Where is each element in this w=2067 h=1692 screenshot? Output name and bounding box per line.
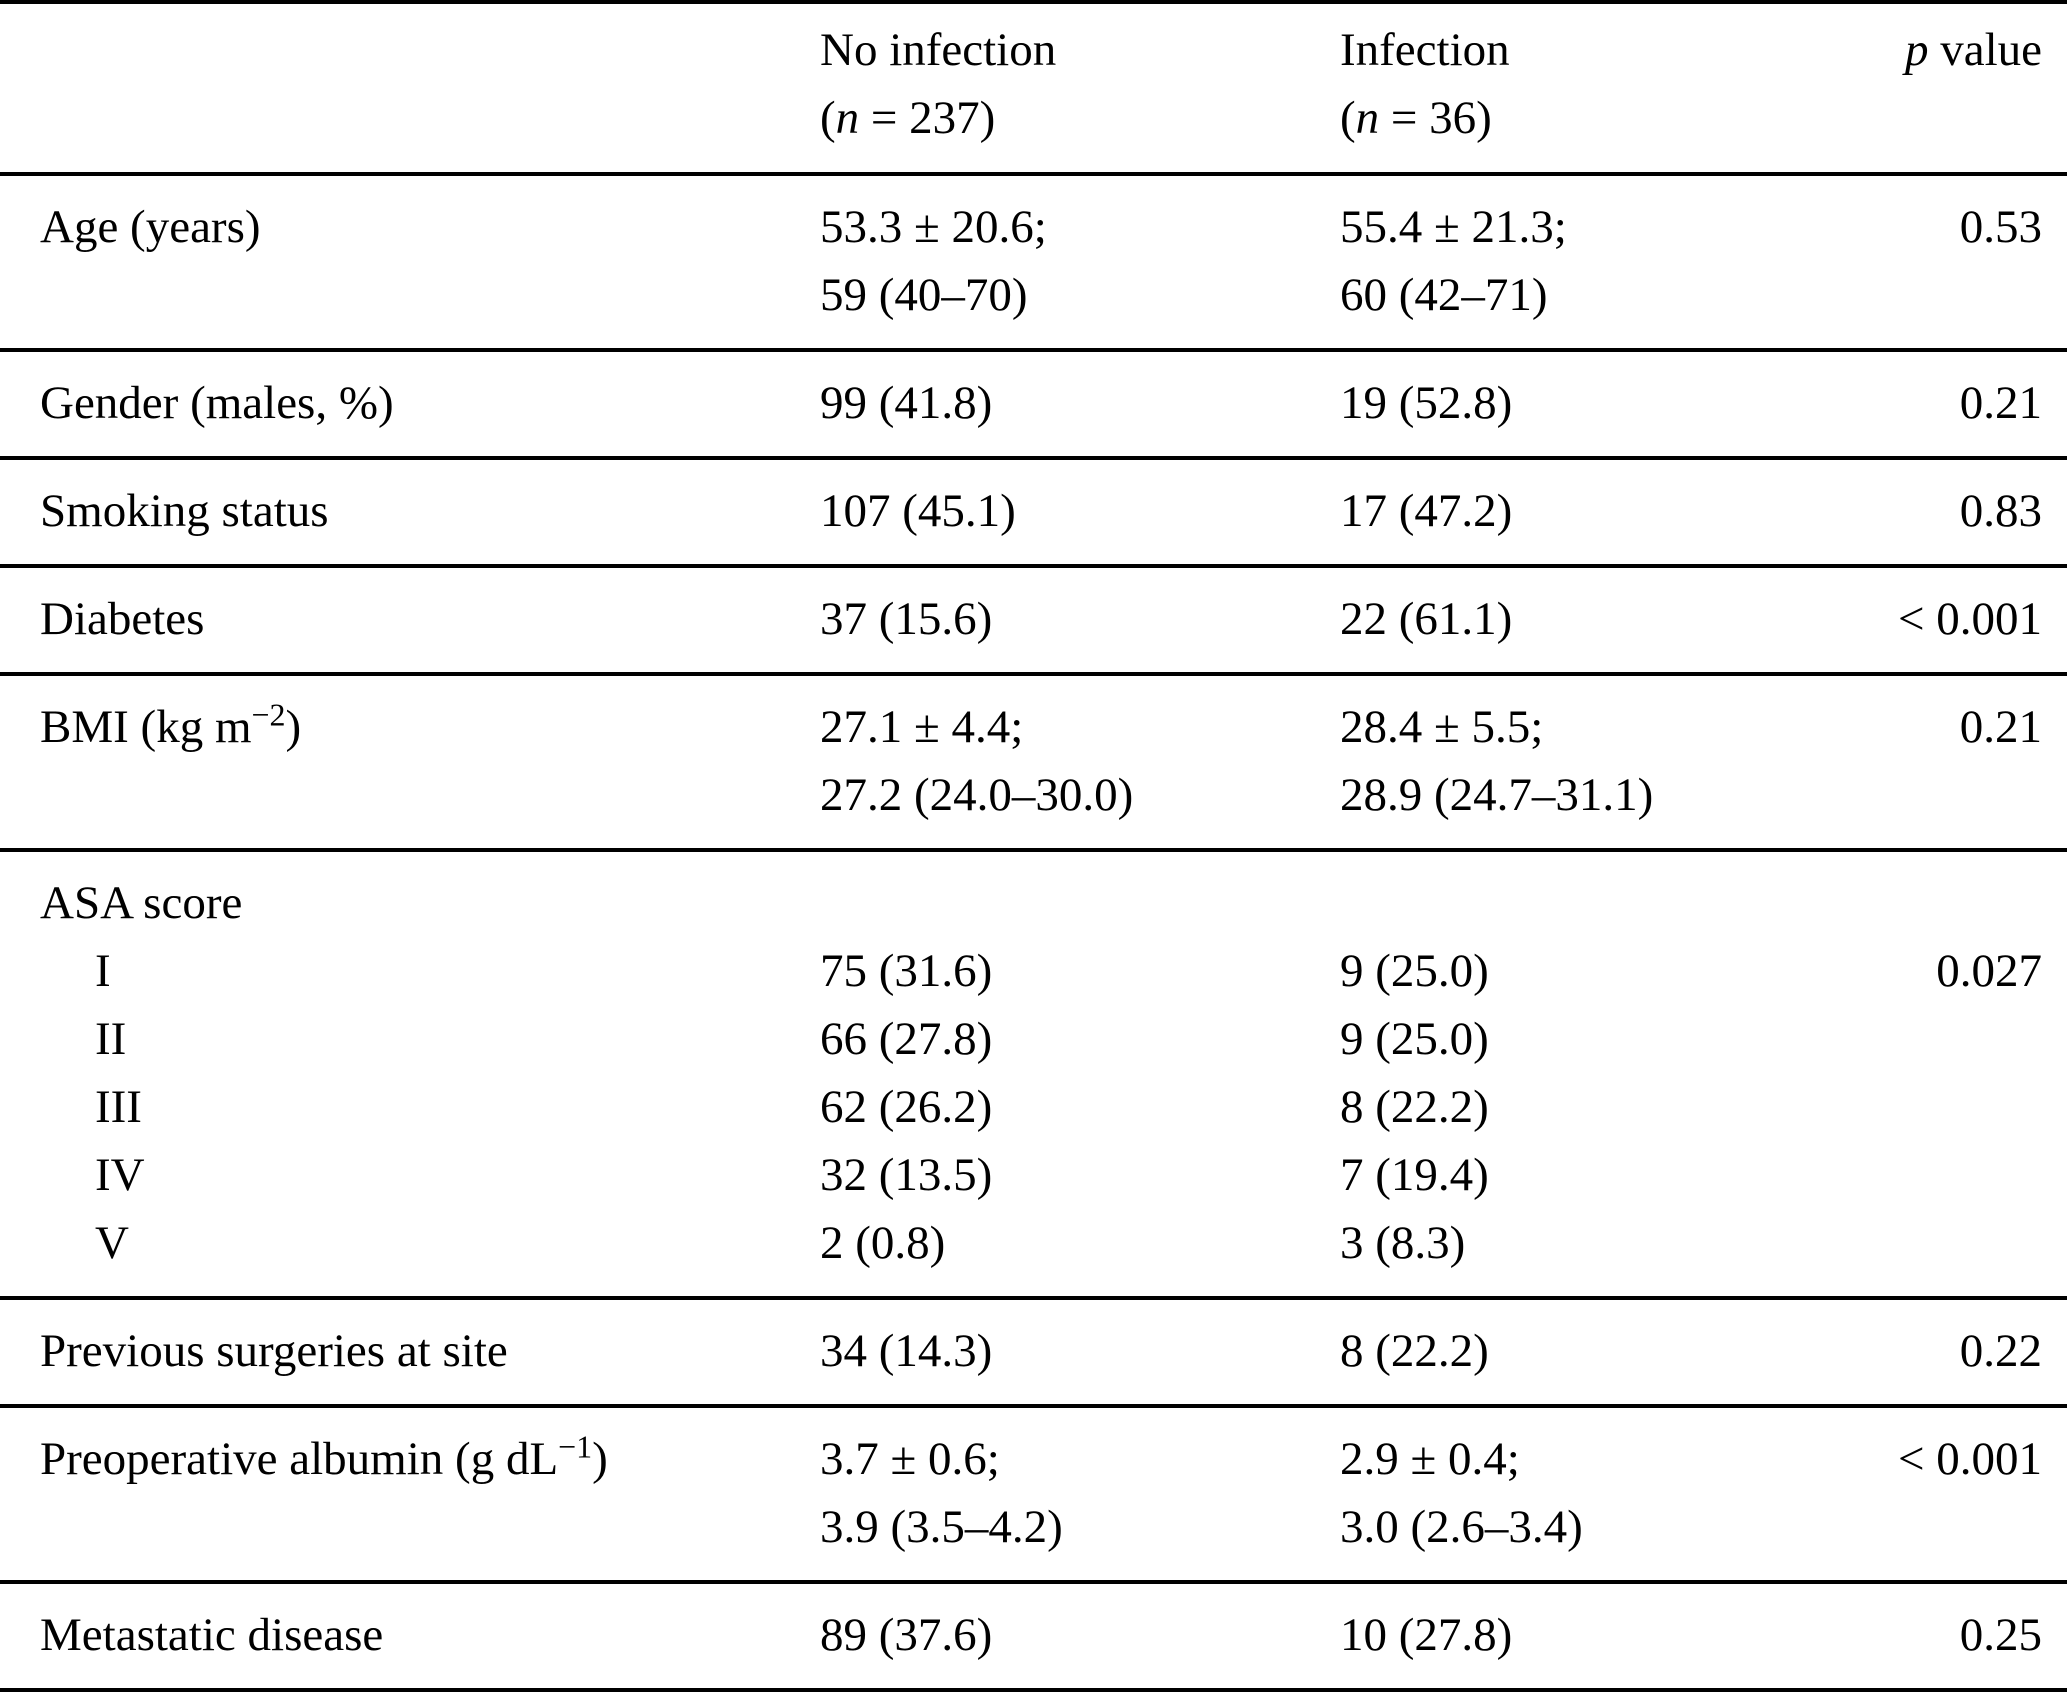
p-value: 0.53 (1959, 201, 2042, 253)
cell-p-value (1826, 674, 2067, 850)
row-label (0, 458, 820, 566)
cell-line: 53.3 ± 20.6; (820, 201, 1047, 253)
cell-infection (1340, 1298, 1826, 1406)
paren: ( (820, 92, 836, 144)
cell-line: 9 (25.0) (1340, 1013, 1489, 1065)
cell-infection (1340, 458, 1826, 566)
label-text: Preoperative albumin (g dL (40, 1433, 559, 1485)
cell-line: 2.9 ± 0.4; (1340, 1433, 1520, 1485)
cell-line: 9 (25.0) (1340, 945, 1489, 997)
cell-p-value (1826, 1073, 2067, 1141)
subrow-label (0, 937, 820, 1005)
header-row (0, 2, 2067, 174)
cell-line: 37 (15.6) (820, 593, 993, 645)
cell-p-value (1826, 174, 2067, 350)
label-text: ) (592, 1433, 608, 1485)
cell-line: 3.9 (3.5–4.2) (820, 1501, 1063, 1553)
cell-line: 75 (31.6) (820, 945, 993, 997)
cell-infection (1340, 174, 1826, 350)
table-row (0, 850, 2067, 937)
cell-no-infection (820, 350, 1340, 458)
label-text: II (95, 1013, 127, 1065)
table-row (0, 566, 2067, 674)
cell-infection (1340, 1141, 1826, 1209)
table-subrow (0, 1005, 2067, 1073)
subrow-label (0, 1073, 820, 1141)
table-row (0, 1582, 2067, 1690)
cell-line: 7 (19.4) (1340, 1149, 1489, 1201)
column-n-count (1340, 92, 1492, 144)
cell-line: 66 (27.8) (820, 1013, 993, 1065)
p-value: 0.21 (1959, 701, 2042, 753)
cell-line: 3.7 ± 0.6; (820, 1433, 1000, 1485)
cell-line: 34 (14.3) (820, 1325, 993, 1377)
p-value: 0.21 (1959, 377, 2042, 429)
cell-p-value (1826, 1141, 2067, 1209)
row-label (0, 1298, 820, 1406)
header-empty-cell (0, 2, 820, 174)
label-text: Smoking status (40, 485, 329, 537)
cell-infection (1340, 937, 1826, 1005)
cell-line: 62 (26.2) (820, 1081, 993, 1133)
cell-p-value (1826, 350, 2067, 458)
cell-no-infection (820, 1073, 1340, 1141)
p-value: 0.027 (1936, 945, 2042, 997)
row-label (0, 674, 820, 850)
header-p-value (1826, 2, 2067, 174)
cell-no-infection (820, 174, 1340, 350)
cell-p-value (1826, 850, 2067, 937)
row-label (0, 850, 820, 937)
cell-line: 107 (45.1) (820, 485, 1016, 537)
cell-no-infection (820, 1406, 1340, 1582)
label-text: I (95, 945, 111, 997)
cell-line: 27.2 (24.0–30.0) (820, 769, 1134, 821)
n-symbol: n (1355, 92, 1380, 144)
cell-no-infection (820, 1005, 1340, 1073)
table-row (0, 174, 2067, 350)
cell-p-value (1826, 1406, 2067, 1582)
table-row (0, 458, 2067, 566)
label-text: BMI (kg m (40, 701, 252, 753)
row-label (0, 1582, 820, 1690)
table-subrow (0, 1141, 2067, 1209)
label-text: ASA score (40, 877, 243, 929)
cell-line: 3.0 (2.6–3.4) (1340, 1501, 1583, 1553)
row-label (0, 1406, 820, 1582)
table-subrow (0, 1209, 2067, 1298)
cell-line: 10 (27.8) (1340, 1609, 1513, 1661)
cell-no-infection (820, 1582, 1340, 1690)
n-value: = 36) (1379, 92, 1492, 144)
cell-no-infection (820, 850, 1340, 937)
cell-infection (1340, 1582, 1826, 1690)
table-body (0, 174, 2067, 1690)
cell-p-value (1826, 1005, 2067, 1073)
cell-infection (1340, 350, 1826, 458)
cell-line: 27.1 ± 4.4; (820, 701, 1024, 753)
table-row (0, 1298, 2067, 1406)
superscript: −1 (558, 1429, 593, 1465)
cell-line: 17 (47.2) (1340, 485, 1513, 537)
cell-no-infection (820, 1298, 1340, 1406)
label-text: IV (95, 1149, 145, 1201)
column-title: No infection (820, 24, 1057, 76)
cell-infection (1340, 1073, 1826, 1141)
table-row (0, 674, 2067, 850)
cell-line: 60 (42–71) (1340, 269, 1548, 321)
cell-infection (1340, 674, 1826, 850)
cell-no-infection (820, 1209, 1340, 1298)
cell-p-value (1826, 1209, 2067, 1298)
column-title: Infection (1340, 24, 1510, 76)
cell-no-infection (820, 674, 1340, 850)
n-value: = 237) (859, 92, 996, 144)
cell-p-value (1826, 1298, 2067, 1406)
cell-no-infection (820, 1141, 1340, 1209)
cell-line: 28.9 (24.7–31.1) (1340, 769, 1654, 821)
row-label (0, 350, 820, 458)
cell-line: 22 (61.1) (1340, 593, 1513, 645)
superscript: −2 (251, 697, 286, 733)
cell-infection (1340, 850, 1826, 937)
cell-no-infection (820, 937, 1340, 1005)
label-text: Metastatic disease (40, 1609, 384, 1661)
cell-line: 8 (22.2) (1340, 1081, 1489, 1133)
cell-p-value (1826, 1582, 2067, 1690)
row-label (0, 566, 820, 674)
cell-no-infection (820, 458, 1340, 566)
label-text: Diabetes (40, 593, 205, 645)
table-row (0, 1406, 2067, 1582)
cell-no-infection (820, 566, 1340, 674)
cell-line: 89 (37.6) (820, 1609, 993, 1661)
label-text: Age (years) (40, 201, 261, 253)
row-label (0, 174, 820, 350)
table-subrow (0, 937, 2067, 1005)
cell-p-value (1826, 458, 2067, 566)
p-value: 0.83 (1959, 485, 2042, 537)
p-symbol: p (1904, 24, 1929, 76)
p-value: 0.22 (1959, 1325, 2042, 1377)
header-infection (1340, 2, 1826, 174)
label-text: Previous surgeries at site (40, 1325, 508, 1377)
cell-infection (1340, 1005, 1826, 1073)
label-text: Gender (males, %) (40, 377, 394, 429)
table-subrow (0, 1073, 2067, 1141)
cell-line: 8 (22.2) (1340, 1325, 1489, 1377)
label-text: III (95, 1081, 142, 1133)
cell-line: 3 (8.3) (1340, 1217, 1466, 1269)
cell-p-value (1826, 566, 2067, 674)
p-value: 0.25 (1959, 1609, 2042, 1661)
p-value: < 0.001 (1897, 593, 2042, 645)
paren: ( (1340, 92, 1356, 144)
cell-line: 2 (0.8) (820, 1217, 946, 1269)
header-no-infection (820, 2, 1340, 174)
cell-line: 19 (52.8) (1340, 377, 1513, 429)
cell-infection (1340, 566, 1826, 674)
subrow-label (0, 1141, 820, 1209)
subrow-label (0, 1005, 820, 1073)
cell-line: 55.4 ± 21.3; (1340, 201, 1567, 253)
column-n-count (820, 92, 995, 144)
cell-line: 59 (40–70) (820, 269, 1028, 321)
cell-line: 28.4 ± 5.5; (1340, 701, 1544, 753)
cell-infection (1340, 1406, 1826, 1582)
subrow-label (0, 1209, 820, 1298)
n-symbol: n (835, 92, 860, 144)
p-value: < 0.001 (1897, 1433, 2042, 1485)
label-text: ) (285, 701, 302, 753)
cell-p-value (1826, 937, 2067, 1005)
cell-line: 32 (13.5) (820, 1149, 993, 1201)
p-label: value (1928, 24, 2042, 76)
table-row (0, 350, 2067, 458)
cell-infection (1340, 1209, 1826, 1298)
label-text: V (95, 1217, 129, 1269)
cell-line: 99 (41.8) (820, 377, 993, 429)
